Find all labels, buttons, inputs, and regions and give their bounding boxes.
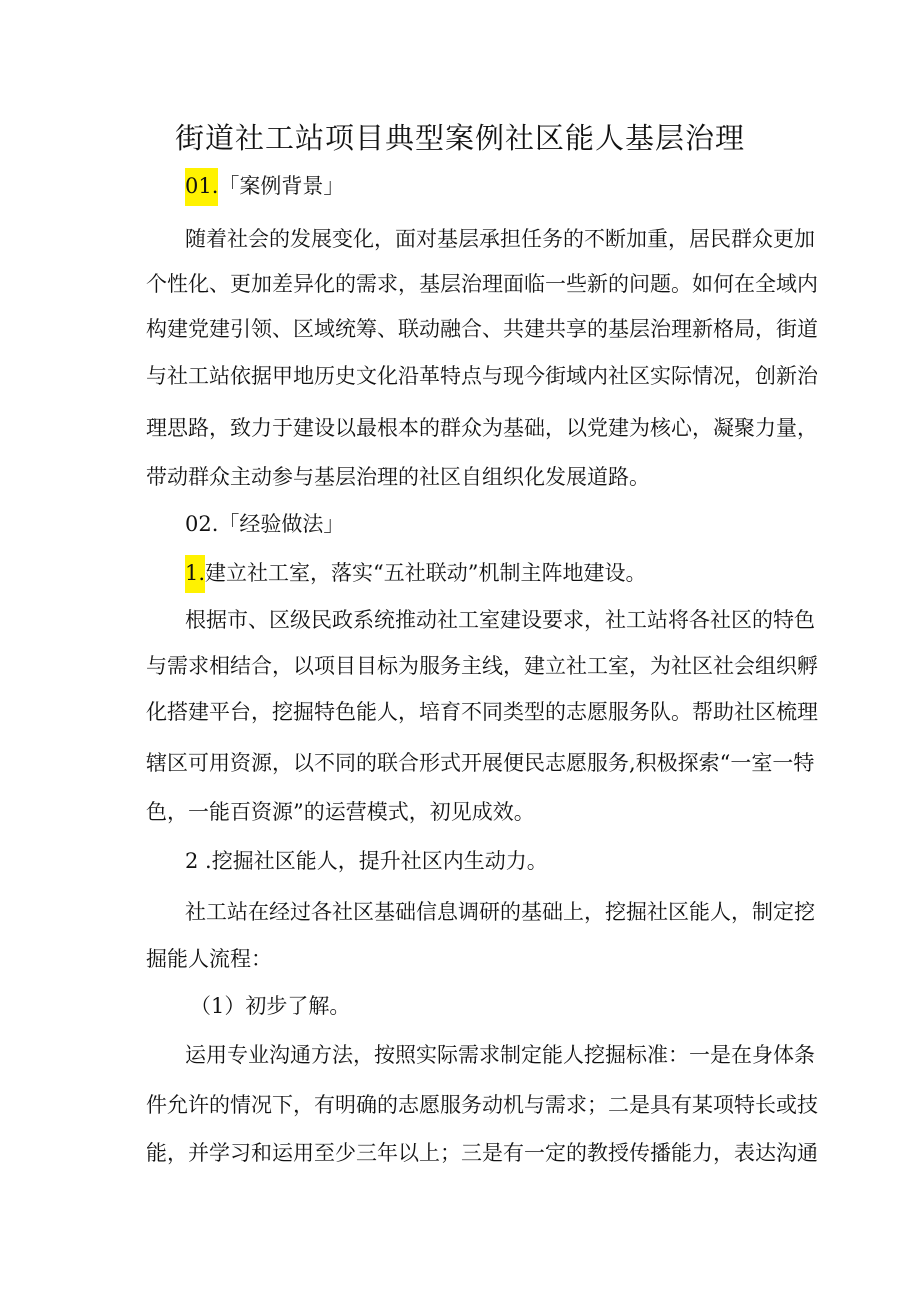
paragraph-line: 带动群众主动参与基层治理的社区自组织化发展道路。: [146, 465, 650, 489]
paragraph-line: 社工站在经过各社区基础信息调研的基础上，挖掘社区能人，制定挖: [185, 900, 815, 924]
highlighted-section-number: 01.: [185, 168, 218, 206]
section-label: 「案例背景」: [218, 174, 345, 198]
highlighted-item-number: 1.: [185, 555, 205, 593]
paragraph-line: 构建党建引领、区域统筹、联动融合、共建共享的基层治理新格局，街道: [146, 317, 818, 341]
paragraph-line: 根据市、区级民政系统推动社工室建设要求，社工站将各社区的特色: [185, 608, 815, 632]
paragraph-line: 辖区可用资源，以不同的联合形式开展便民志愿服务,积极探索“一室一特: [146, 751, 815, 775]
paragraph-line: 件允许的情况下，有明确的志愿服务动机与需求；二是具有某项特长或技: [146, 1093, 818, 1117]
paragraph-line: 理思路，致力于建设以最根本的群众为基础，以党建为核心，凝聚力量，: [146, 416, 818, 440]
item-heading-text: 建立社工室，落实“五社联动”机制主阵地建设。: [205, 561, 647, 585]
paragraph-line: 化搭建平台，挖掘特色能人，培育不同类型的志愿服务队。帮助社区梳理: [146, 700, 818, 724]
sub-heading-1: （1）初步了解。: [190, 994, 351, 1018]
item-heading-2: 2 .挖掘社区能人，提升社区内生动力。: [185, 849, 548, 873]
section-heading-experience: 02.「经验做法」: [185, 512, 345, 536]
paragraph-line: 色，一能百资源”的运营模式，初见成效。: [146, 800, 535, 824]
paragraph-line: 掘能人流程：: [146, 947, 272, 971]
section-heading-background: [185, 171, 344, 201]
paragraph-line: 能，并学习和运用至少三年以上；三是有一定的教授传播能力，表达沟通: [146, 1141, 818, 1165]
paragraph-line: 与需求相结合，以项目目标为服务主线，建立社工室，为社区社会组织孵: [146, 654, 818, 678]
paragraph-line: 与社工站依据甲地历史文化沿革特点与现今街域内社区实际情况，创新治: [146, 364, 818, 388]
paragraph-line: 个性化、更加差异化的需求，基层治理面临一些新的问题。如何在全域内: [146, 272, 818, 296]
item-heading-1: [185, 558, 647, 588]
paragraph-line: 随着社会的发展变化，面对基层承担任务的不断加重，居民群众更加: [185, 227, 815, 251]
document-title: 街道社工站项目典型案例社区能人基层治理: [174, 121, 745, 155]
paragraph-line: 运用专业沟通方法，按照实际需求制定能人挖掘标准：一是在身体条: [185, 1043, 815, 1067]
